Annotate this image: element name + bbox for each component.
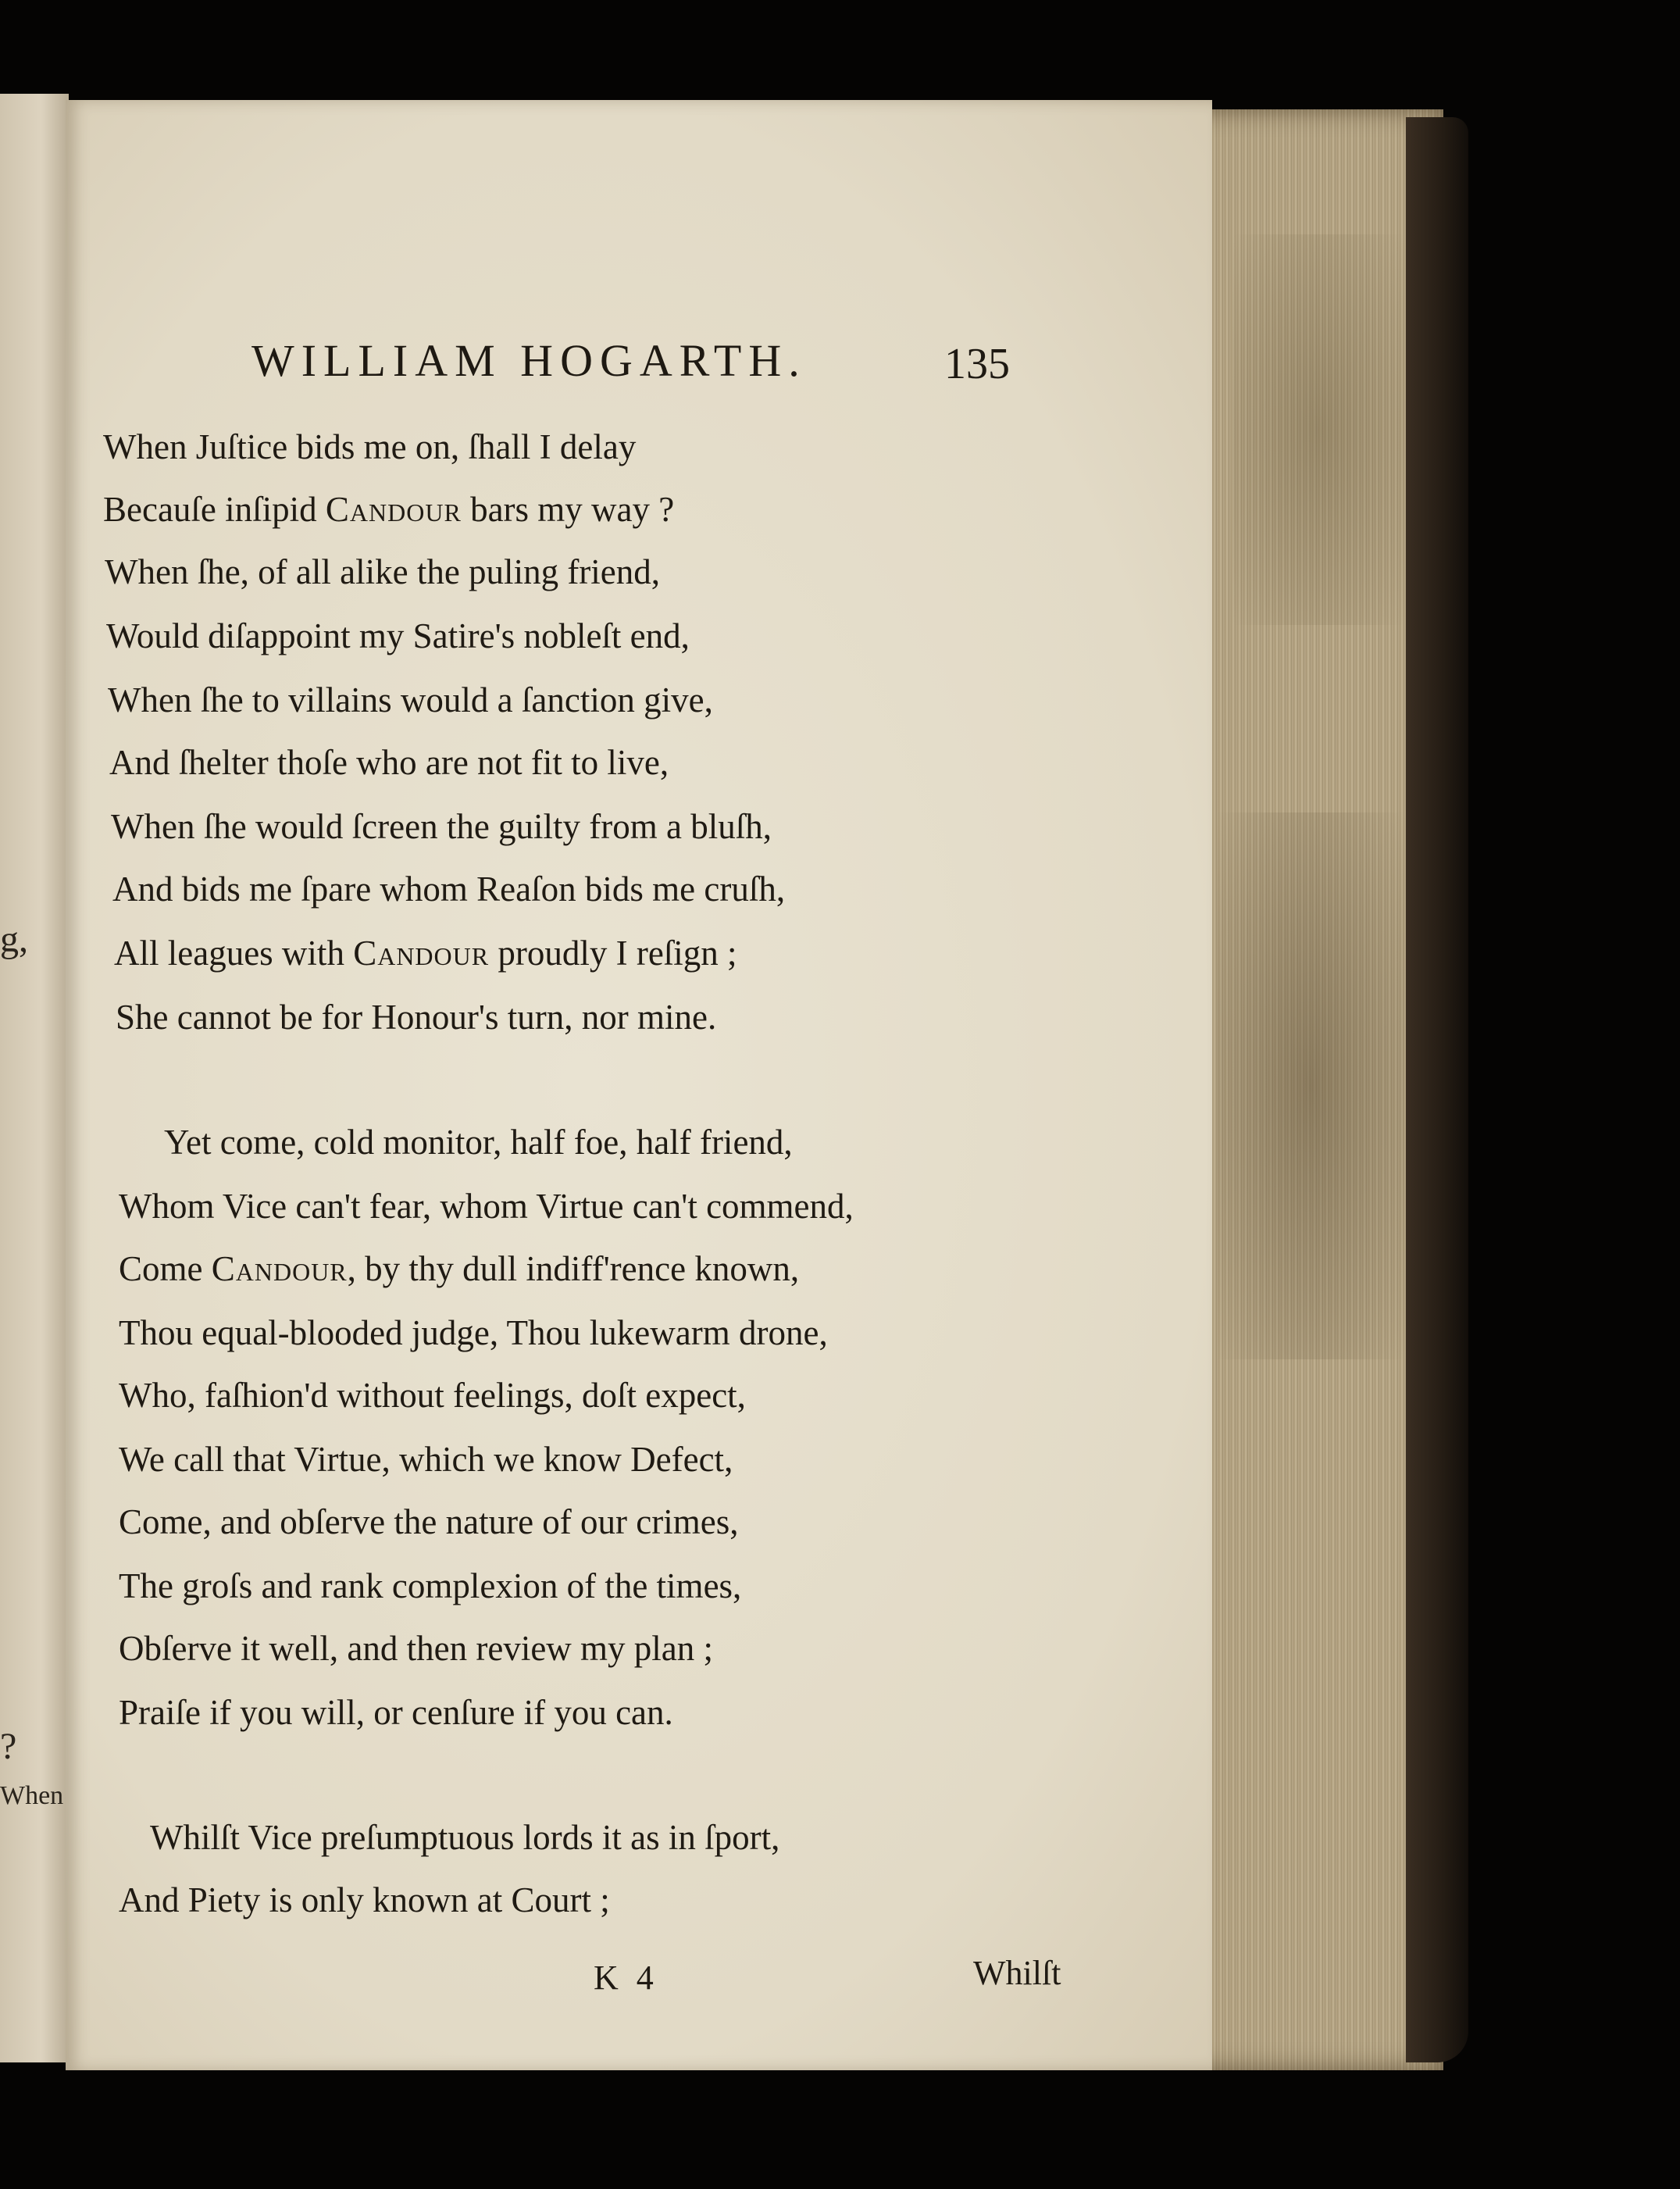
- text-run: All leagues with: [114, 934, 354, 973]
- poem-line: Praiſe if you will, or cenſure if you can.: [119, 1693, 673, 1732]
- poem-line: And Piety is only known at Court ;: [119, 1880, 610, 1919]
- facing-page-edge: [0, 94, 69, 2062]
- running-title: WILLIAM HOGARTH.: [251, 335, 807, 386]
- text-run: , by thy dull indiff'rence known,: [347, 1249, 800, 1288]
- stain: [1217, 812, 1404, 1359]
- small-caps-name: Candour: [353, 934, 490, 973]
- catchword: Whilſt: [973, 1954, 1061, 1992]
- poem-line: [103, 489, 674, 530]
- poem-line: [119, 1248, 799, 1289]
- book-cover-edge: [1406, 117, 1468, 2062]
- text-run: bars my way ?: [461, 490, 675, 529]
- page-number: 135: [944, 340, 1010, 388]
- facing-page-fragment: ?: [0, 1726, 17, 1767]
- small-caps-name: Candour: [211, 1249, 348, 1288]
- poem-line: Would diſappoint my Satire's nobleſt end,: [106, 616, 690, 655]
- text-run: Becauſe inſipid: [103, 490, 326, 529]
- signature-mark: K 4: [594, 1959, 658, 1997]
- small-caps-name: Candour: [325, 490, 462, 529]
- poem-line: [114, 933, 737, 973]
- page-header: [66, 334, 1212, 405]
- poem-line: Yet come, cold monitor, half foe, half friend,: [164, 1123, 793, 1162]
- poem-line: Come, and obſerve the nature of our crimes,: [119, 1502, 739, 1541]
- poem-line: When ſhe, of all alike the puling friend,: [105, 552, 661, 591]
- facing-page-fragment: When: [0, 1781, 64, 1810]
- poem-line: When ſhe to villains would a ſanction give,: [108, 680, 713, 720]
- book-page-block: [1186, 109, 1443, 2070]
- poem-line: Whilſt Vice preſumptuous lords it as in ſport,: [150, 1818, 780, 1857]
- poem-line: Obſerve it well, and then review my plan ;: [119, 1629, 714, 1668]
- facing-page-fragment: g,: [0, 919, 28, 960]
- poem-line: The groſs and rank complexion of the times,: [119, 1566, 742, 1605]
- poem-line: And ſhelter thoſe who are not fit to live,: [109, 743, 669, 782]
- book-page: [66, 100, 1212, 2070]
- poem-line: Who, faſhion'd without feelings, doſt expect,: [119, 1376, 746, 1415]
- poem-line: When ſhe would ſcreen the guilty from a bluſh,: [111, 807, 772, 846]
- stain: [1232, 234, 1404, 625]
- text-run: Come: [119, 1249, 212, 1288]
- poem-line: Whom Vice can't fear, whom Virtue can't commend,: [119, 1187, 854, 1226]
- poem-line: Thou equal-blooded judge, Thou lukewarm drone,: [119, 1313, 828, 1352]
- poem-line: When Juſtice bids me on, ſhall I delay: [103, 427, 637, 466]
- poem-line: She cannot be for Honour's turn, nor mine.: [116, 998, 717, 1037]
- poem-line: And bids me ſpare whom Reaſon bids me cruſh,: [112, 870, 786, 909]
- text-run: proudly I reſign ;: [489, 934, 737, 973]
- poem-line: We call that Virtue, which we know Defect,: [119, 1440, 733, 1479]
